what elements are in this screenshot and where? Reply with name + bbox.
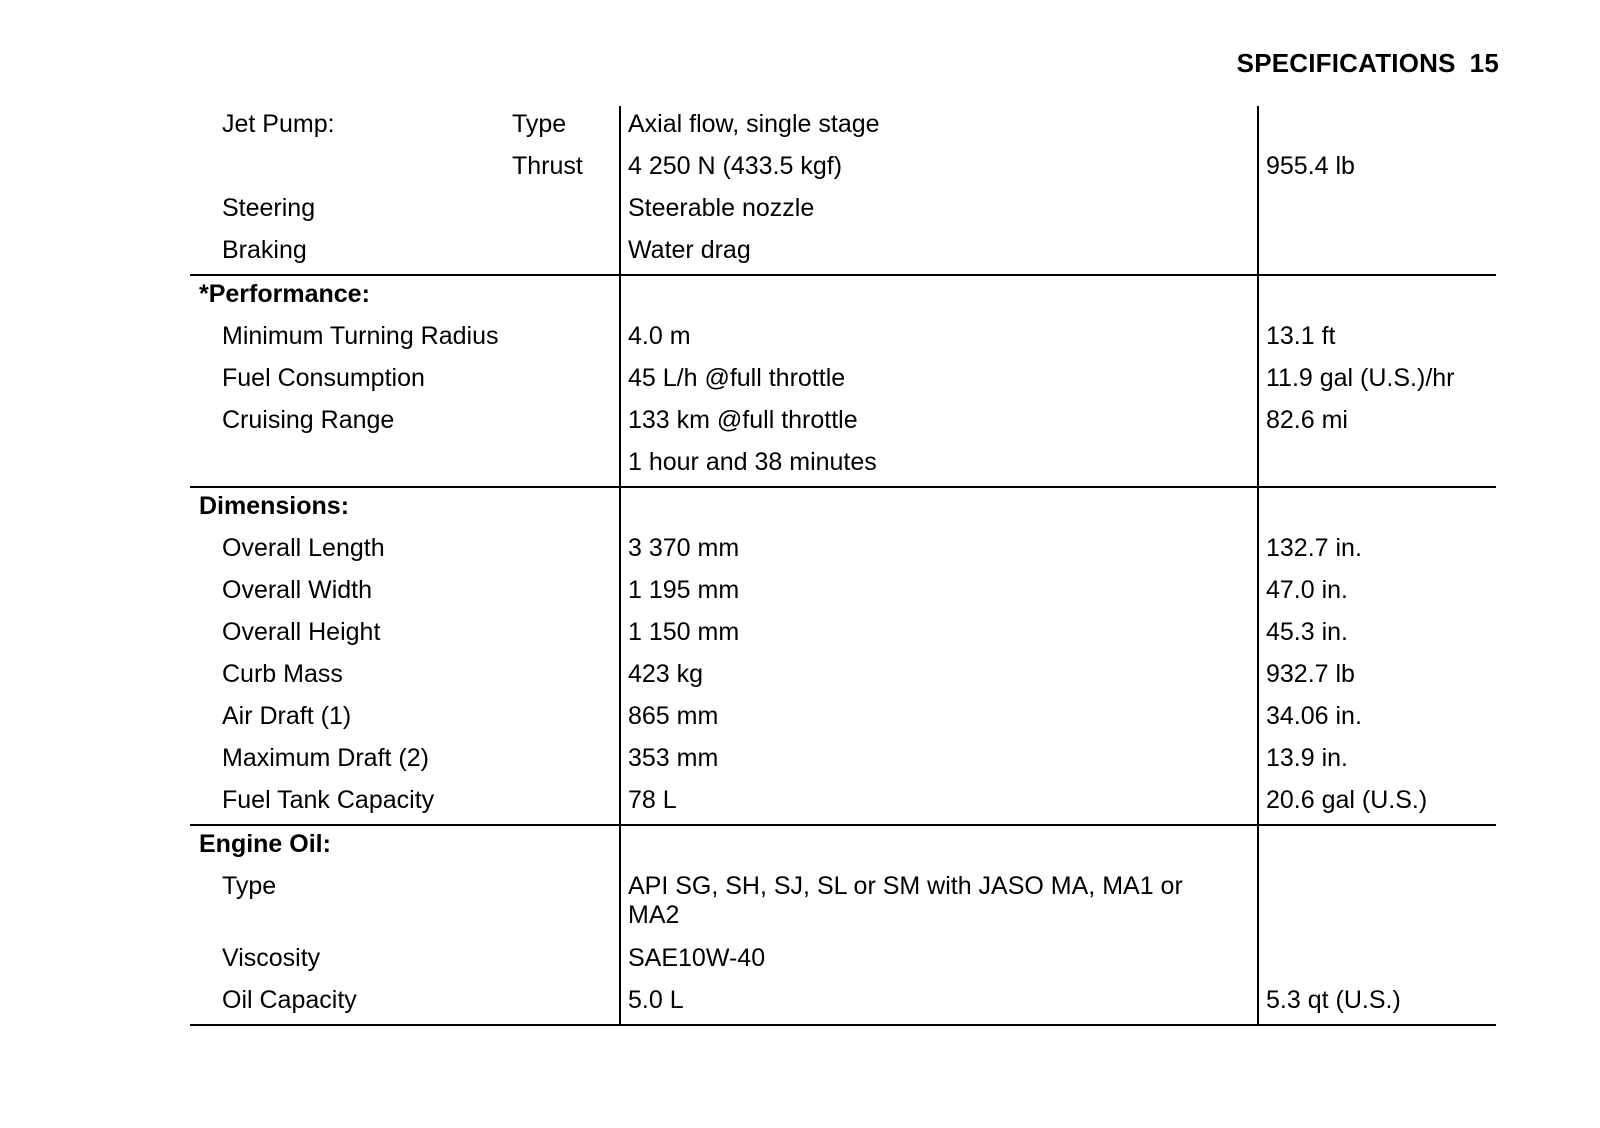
section-heading: *Performance: [199,280,370,308]
row-label: Overall Length [222,534,385,562]
table-row [190,530,1496,572]
section-engine-oil [190,826,1496,1026]
imperial-value: 20.6 gal (U.S.) [1266,786,1428,814]
table-row [190,782,1496,824]
imperial-value: 955.4 lb [1266,152,1355,180]
section-heading-row [190,276,1496,318]
table-row [190,360,1496,402]
metric-value: 1 hour and 38 minutes [628,448,877,476]
section-jet-pump [190,106,1496,276]
section-heading-row [190,488,1496,530]
metric-value: API SG, SH, SJ, SL or SM with JASO MA, MA1 or MA2 [628,872,1183,929]
metric-value: 865 mm [628,702,719,730]
table-row [190,656,1496,698]
metric-value: Axial flow, single stage [628,110,880,138]
metric-value: Water drag [628,236,751,264]
table-row [190,940,1496,982]
table-row [190,572,1496,614]
imperial-value: 13.1 ft [1266,322,1336,350]
specifications-table [190,106,1496,1026]
imperial-value: 45.3 in. [1266,618,1349,646]
row-label: Minimum Turning Radius [222,322,499,350]
imperial-value: 47.0 in. [1266,576,1349,604]
metric-value: 4 250 N (433.5 kgf) [628,152,843,180]
row-label: Fuel Tank Capacity [222,786,435,814]
imperial-value: 932.7 lb [1266,660,1355,688]
section-dimensions [190,488,1496,826]
metric-value: 3 370 mm [628,534,740,562]
row-label: Jet Pump: [222,110,335,138]
imperial-value: 5.3 qt (U.S.) [1266,986,1401,1014]
metric-value: SAE10W-40 [628,944,766,972]
table-row [190,148,1496,190]
row-label: Steering [222,194,316,222]
imperial-value: 82.6 mi [1266,406,1348,434]
metric-value: 353 mm [628,744,719,772]
section-performance [190,276,1496,488]
metric-value: 45 L/h @full throttle [628,364,846,392]
row-sublabel: Thrust [512,152,583,180]
table-row [190,190,1496,232]
section-heading: Engine Oil: [199,830,331,858]
row-label: Oil Capacity [222,986,357,1014]
imperial-value: 11.9 gal (U.S.)/hr [1266,364,1455,392]
page-title: SPECIFICATIONS [1236,48,1456,78]
metric-value: 78 L [628,786,677,814]
table-row [190,698,1496,740]
imperial-value: 34.06 in. [1266,702,1362,730]
imperial-value: 132.7 in. [1266,534,1362,562]
table-row [190,232,1496,274]
row-label: Maximum Draft (2) [222,744,429,772]
row-label: Braking [222,236,307,264]
table-row [190,740,1496,782]
metric-value: 5.0 L [628,986,684,1014]
table-row [190,982,1496,1024]
metric-value: 133 km @full throttle [628,406,858,434]
row-label: Cruising Range [222,406,395,434]
metric-value: 1 150 mm [628,618,740,646]
section-heading-row [190,826,1496,868]
page-header [1237,48,1499,79]
metric-value: 4.0 m [628,322,691,350]
row-label: Fuel Consumption [222,364,425,392]
table-row [190,444,1496,486]
row-label: Air Draft (1) [222,702,352,730]
table-row [190,106,1496,148]
row-label: Viscosity [222,944,321,972]
table-row [190,402,1496,444]
row-label: Overall Width [222,576,373,604]
row-label: Overall Height [222,618,381,646]
metric-value: 423 kg [628,660,704,688]
row-label: Curb Mass [222,660,343,688]
row-label: Type [222,872,277,900]
imperial-value: 13.9 in. [1266,744,1349,772]
table-row [190,868,1496,940]
table-row [190,318,1496,360]
section-heading: Dimensions: [199,492,350,520]
page-number: 15 [1469,48,1499,78]
table-row [190,614,1496,656]
metric-value: Steerable nozzle [628,194,815,222]
row-sublabel: Type [512,110,567,138]
metric-value: 1 195 mm [628,576,740,604]
